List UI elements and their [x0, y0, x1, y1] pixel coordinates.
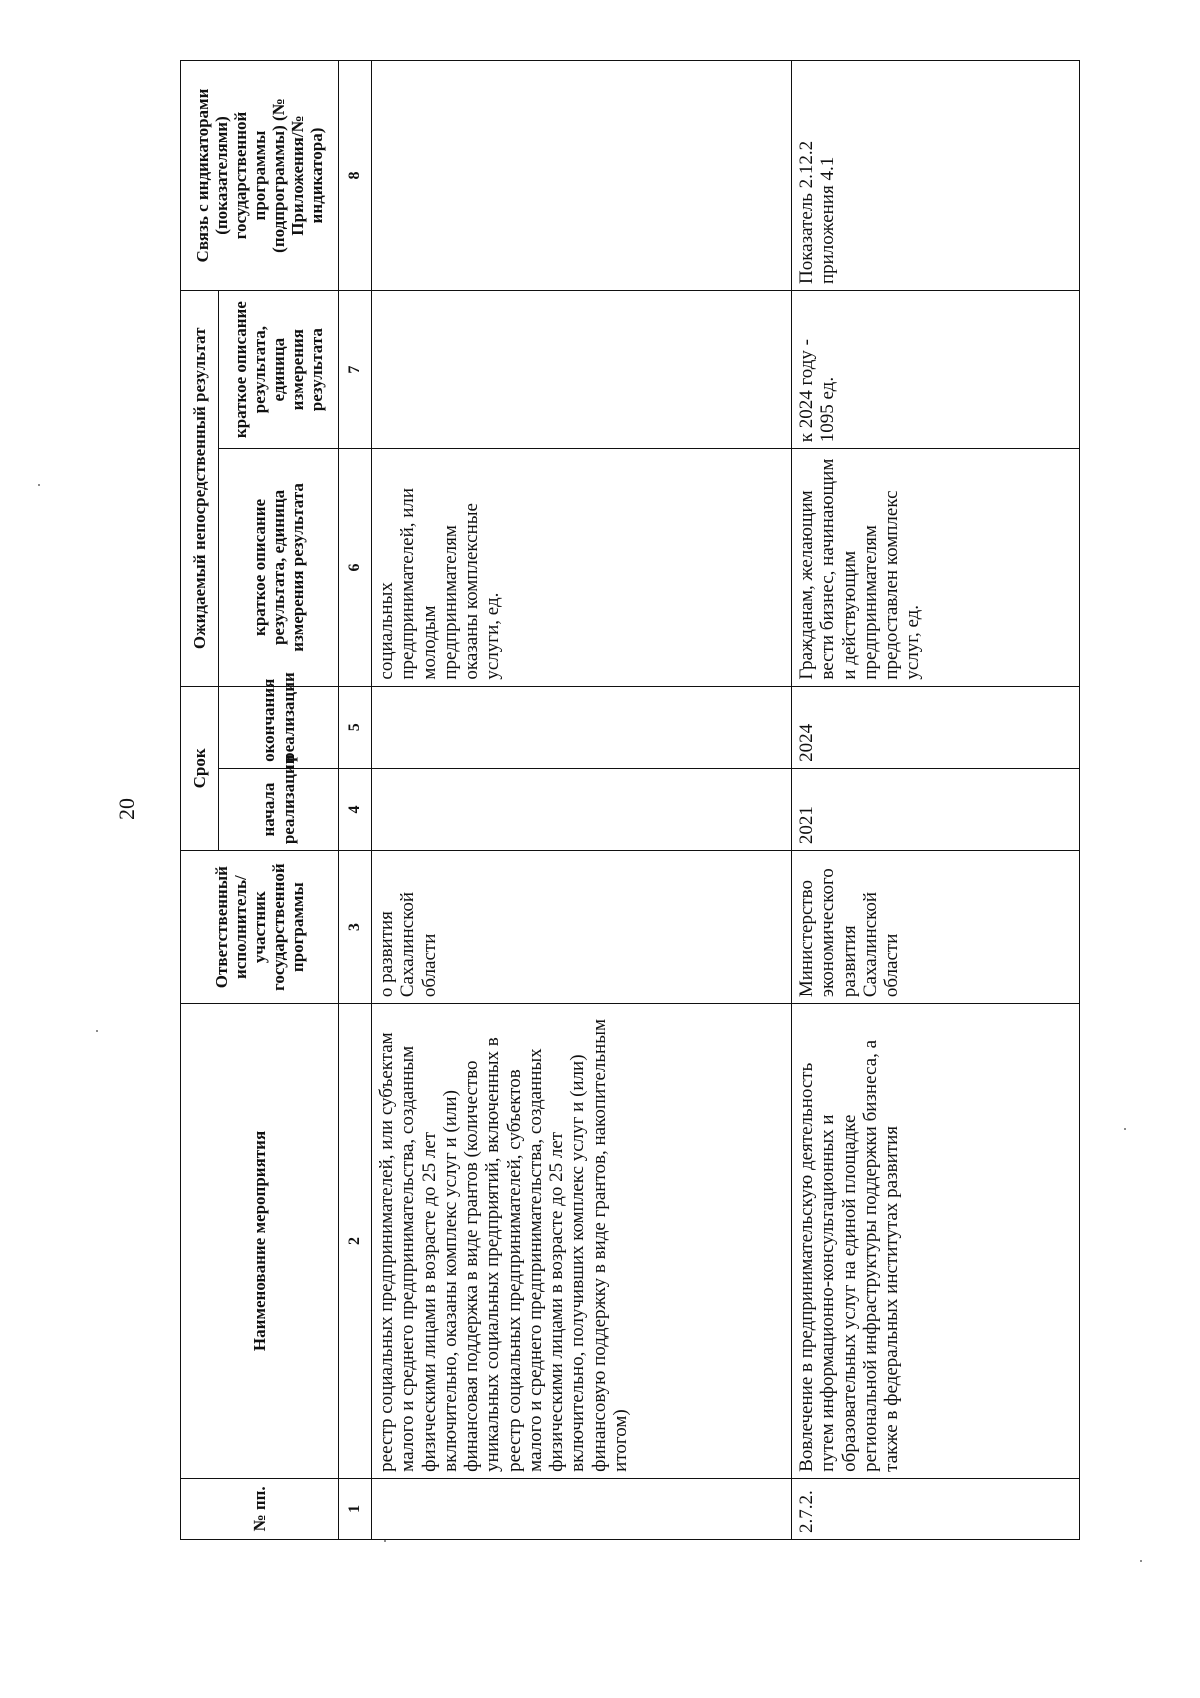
header-result-desc-7: краткое описание результата, единица измерения результата [219, 291, 339, 449]
row-responsible: Министерство экономического развития Сахалинской области [792, 851, 1080, 1004]
row-indicator-link: Показатель 2.12.2 приложения 4.1 [792, 61, 1080, 291]
header-num: № пп. [181, 1478, 339, 1539]
row-event-name: реестр социальных предпринимателей, или субъектам малого и среднего предпринимательства, созданным физическими лицами в возрасте до 25 лет включительно, оказаны комплекс услуг и (или) финансовая поддержка в виде грантов (количество уникальных социальных предприятий, включенных в реестр социальных предпринимателей, субъектов малого и среднего предпринимательства, созданных физическими лицами в возрасте до 25 лет включительно, получивших комплекс услуг и (или) финансовую поддержку в виде грантов, накопительным итогом) [372, 1004, 792, 1479]
header-name: Наименование мероприятия [181, 1004, 339, 1479]
column-number: 8 [339, 61, 372, 291]
header-srok: Срок [181, 686, 219, 851]
column-number: 3 [339, 851, 372, 1004]
scan-speck [38, 484, 40, 486]
header-responsible: Ответственный исполнитель/участник государственной программы [181, 851, 339, 1004]
row-result-value: к 2024 году - 1095 ед. [792, 291, 1080, 449]
column-number: 6 [339, 449, 372, 686]
row-num [372, 1478, 792, 1539]
row-indicator-link [372, 61, 792, 291]
row-end: 2024 [792, 686, 1080, 768]
header-start: начала реализации [219, 768, 339, 850]
row-num: 2.7.2. [792, 1478, 1080, 1539]
row-end [372, 686, 792, 768]
row-result-desc: Гражданам, желающим вести бизнес, начинающим и действующим предпринимателям предоставлен комплекс услуг, ед. [792, 449, 1080, 686]
table-row [792, 61, 1080, 1540]
events-table [180, 60, 1080, 1540]
row-start: 2021 [792, 768, 1080, 850]
column-number: 4 [339, 768, 372, 850]
page-number: 20 [114, 798, 139, 820]
row-result-value [372, 291, 792, 449]
rotated-table-sheet [180, 60, 1080, 1540]
row-start [372, 768, 792, 850]
scan-speck [1140, 1560, 1142, 1562]
row-responsible: о развития Сахалинской области [372, 851, 792, 1004]
column-number-row [339, 61, 372, 1540]
row-result-desc: социальных предпринимателей, или молодым предпринимателям оказаны комплексные услуги, ед. [372, 449, 792, 686]
column-number: 1 [339, 1478, 372, 1539]
scan-speck [1124, 1128, 1126, 1130]
header-expected-result: Ожидаемый непосредственный результат [181, 291, 219, 687]
table-row [372, 61, 792, 1540]
column-number: 5 [339, 686, 372, 768]
scan-speck [96, 1030, 98, 1032]
header-result-desc-6: краткое описание результата, единица измерения результата [219, 449, 339, 686]
column-number: 7 [339, 291, 372, 449]
row-event-name: Вовлечение в предпринимательскую деятельность путем информационно-консультационных и образовательных услуг на единой площадке региональной инфраструктуры поддержки бизнеса, а также в федеральных институтах развития [792, 1004, 1080, 1479]
header-end: окончания реализации [219, 686, 339, 768]
header-indicator-link: Связь с индикаторами (показателями) государственной программы (подпрограммы) (№ Приложения/№ индикатора) [181, 61, 339, 291]
scan-speck [384, 1540, 386, 1542]
column-number: 2 [339, 1004, 372, 1479]
